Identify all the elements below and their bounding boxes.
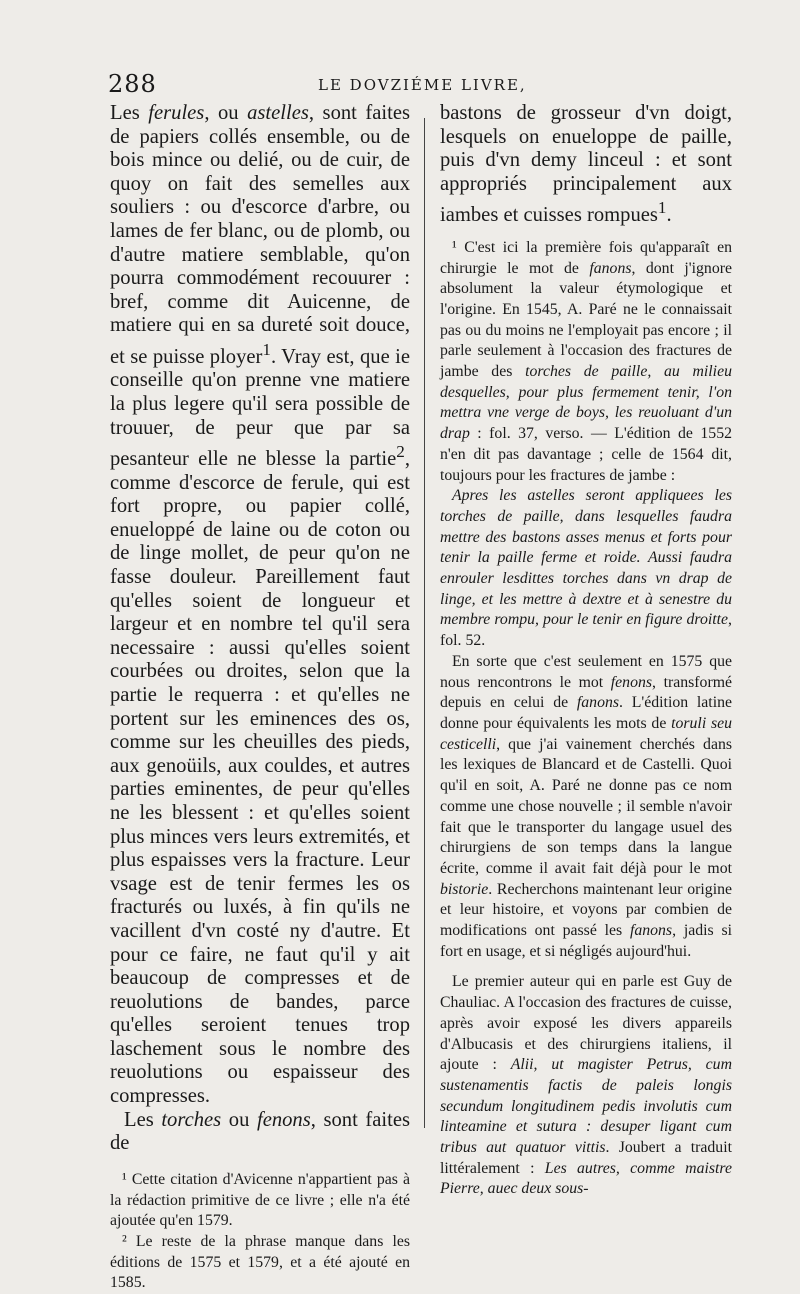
footnote-guy-de-chauliac [440, 972, 732, 1200]
term-toruli: toruli seu cesticelli [440, 715, 732, 753]
text: , sont faites de [110, 1108, 410, 1155]
term-fenons: fenons [610, 673, 653, 691]
left-column [110, 102, 410, 1294]
text: ¹ C'est ici la première fois qu'apparaît en chirurgie le mot de [440, 238, 732, 277]
left-paragraph-ferules [110, 102, 410, 1109]
right-column [440, 102, 732, 1200]
right-paragraph-bastons [440, 102, 732, 228]
text: , fol. 52. [440, 611, 732, 650]
text: : fol. 37, verso. — L'édition de 1552 n'en dit pas davantage ; celle de 1564 dit, toujours pour les fractures de jambe : [440, 425, 732, 484]
footnote-1: ¹ Cette citation d'Avicenne n'appartient pas à la rédaction primitive de ce livre ; elle n'a été ajoutée qu'en 1579. [110, 1170, 410, 1230]
text: , sont faites de papiers collés ensemble, ou de bois mince ou delié, ou de cuir, de quoy on fait des semelles aux souliers : ou d'escorce d'arbre, ou lames de fer blanc, ou de plomb, ou d'autre matiere semblable, qu'on pourra commodément recouurer : bref, comme dit Auicenne, de matiere qui en sa dureté soit douce, et se puisse ployer [110, 102, 410, 368]
text: Le premier auteur qui en parle est Guy de Chauliac. A l'occasion des fractures de cuisse, après avoir exposé les divers appareils d'Albucasis et des chirurgiens italiens, il ajoute : [440, 973, 732, 1074]
term-fenons: fenons [256, 1108, 311, 1131]
quoted-text: torches de paille, au milieu desquelles, pour plus fermement tenir, l'on mettra vne verge de boys, les reuoluant d'un drap [440, 363, 732, 443]
column-divider [424, 118, 425, 1128]
footnote-ref: 1 [262, 339, 271, 359]
term-torches: torches [161, 1108, 222, 1131]
quoted-text: Apres les astelles seront appliquees les torches de paille, dans lesquelles faudra mettre des bastons asses menus et forts pour tenir la paille ferme et roide. Aussi faudra enrouler lesdittes torches dans vn drap de linge, et les mettre à dextre et à senestre du membre rompu, pour le tenir en figure droitte [440, 487, 732, 629]
text: . Vray est, que ie conseille qu'on prenne vne matiere la plus legere qu'il sera possible de trouuer, de peur que par sa pesanteur elle ne blesse la partie [110, 345, 410, 471]
running-head: LE DOVZIÉME LIVRE, [318, 76, 527, 94]
quoted-text: Les autres, comme maistre Pierre, auec deux sous- [440, 1159, 732, 1198]
text: . Joubert a traduit littéralement : [440, 1139, 732, 1177]
term-astelles: astelles [247, 102, 309, 124]
page-number: 288 [108, 70, 157, 98]
footnote-ref: 1 [657, 198, 667, 218]
term-bistorie: bistorie [440, 880, 489, 898]
latin-quote: Alii, ut magister Petrus, cum sustenamentis factis de paleis longis secundum longitudinem pedis involutis cum linteamine et sutura : desuper ligant cum tribus aut quatuor vittis [440, 1056, 732, 1157]
term-fanons: fanons [589, 259, 632, 277]
term-fanons: fanons [629, 922, 673, 940]
text: Les [110, 102, 149, 124]
text: , comme d'escorce de ferule, qui est fort propre, ou papier collé, enueloppé de laine ou de coton ou de linge mollet, de peur qu'on ne fasse douleur. Pareillement faut qu'elles soient de longueur et largeur et en nombre tel qu'il sera necessaire : aussi qu'elles soient courbées ou droites, selon que la partie le requerra : et qu'elles ne portent sur les eminences des os, comme sur les cheuilles des pieds, aux genoüils, aux couldes, et autres parties eminentes, de peur qu'elles ne les blessent : et qu'elles soient plus minces vers leurs extremités, et plus espaisses vers la fracture. Leur vsage est de tenir fermes les os fracturés ou luxés, à fin qu'ils ne vacillent d'vn costé ny d'autre. Et pour ce faire, ne faut qu'il y ait beaucoup de compresses et de reuolutions de bandes, parce qu'elles seroient tenues trop laschement sous le nombre des reuolutions ou espaisseur des compresses. [110, 448, 410, 1108]
text: , que j'ai vainement cherchés dans les lexiques de Blancard et de Castelli. Quoi qu'il en soit, A. Paré ne donne pas ce nom comme une chose nouvelle ; il semble n'avoir fait que le transporter du langage usuel des chirurgiens de son temps dans la langue écrite, comme il avait fait déjà pour le mot [440, 735, 732, 877]
text: En sorte que c'est seulement en 1575 que nous rencontrons le mot [440, 652, 732, 691]
text: , transformé depuis en celui de [440, 673, 733, 712]
text: , jadis si fort en usage, et si négligés aujourd'hui. [440, 922, 732, 960]
text: . L'édition latine donne pour équivalents les mots de [440, 694, 732, 732]
text: . Recherchons maintenant leur origine et leur histoire, et voyons par combien de modifications ont passé les [440, 880, 732, 940]
footnote-ref: 2 [396, 442, 405, 462]
term-ferules: ferules [148, 102, 205, 124]
text: . [666, 204, 672, 227]
text: , dont j'ignore absolument la valeur étymologique et l'origine. En 1545, A. Paré ne le connaissait pas ou du moins ne l'employait pas encore ; il parle seulement à l'occasion des fractures de jambe des [440, 259, 732, 381]
text: ou [221, 1108, 257, 1131]
footnote-quote-1564 [440, 486, 732, 652]
footnote-2: ² Le reste de la phrase manque dans les éditions de 1575 et 1579, et a été ajouté en 1585. [110, 1232, 410, 1292]
left-paragraph-torches [110, 1109, 410, 1156]
footnote-fenons [440, 652, 732, 963]
term-fanons: fanons [576, 694, 620, 712]
footnote-fanons [440, 238, 732, 486]
text: bastons de grosseur d'vn doigt, lesquels on enueloppe de paille, puis d'vn demy linceul : et sont appropriés principalement aux iambes et cuisses rompues [440, 102, 732, 227]
text: Les [124, 1108, 162, 1131]
text: , ou [204, 102, 248, 124]
page-header [108, 70, 725, 104]
